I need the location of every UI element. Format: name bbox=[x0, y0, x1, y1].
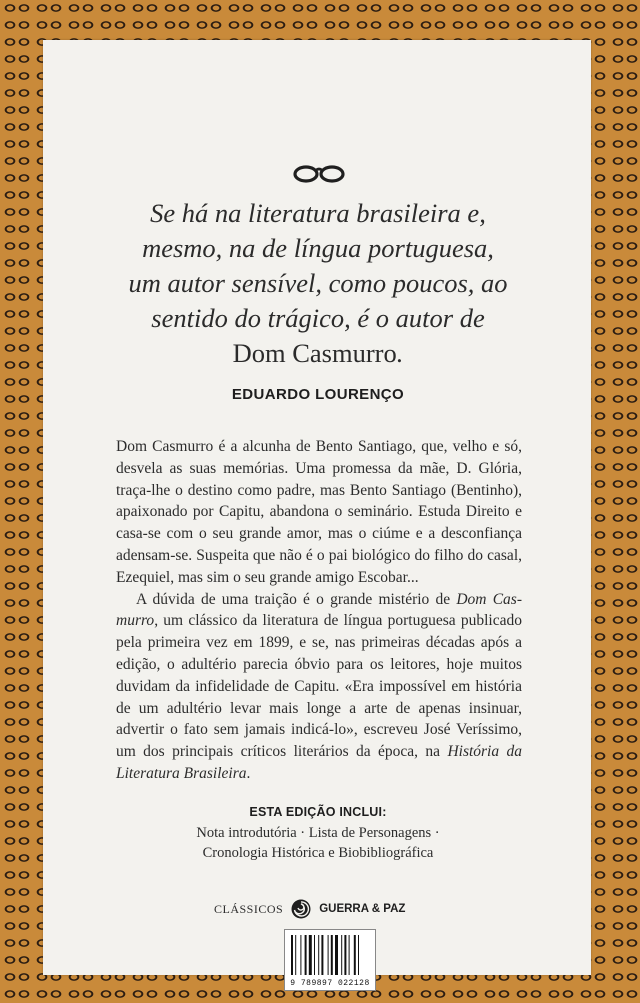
barcode-bar bbox=[349, 935, 350, 975]
synopsis bbox=[116, 436, 522, 785]
collection-name: CLÁSSICOS bbox=[214, 901, 284, 916]
barcode-bar bbox=[318, 935, 319, 975]
barcode-bar bbox=[341, 935, 342, 975]
barcode-bar bbox=[328, 935, 329, 975]
publisher-logo-icon bbox=[291, 899, 311, 919]
barcode bbox=[284, 929, 376, 991]
quote-line: um autor sensível, como poucos, ao bbox=[128, 268, 508, 298]
synopsis-paragraph-1: Dom Casmurro é a alcunha de Bento Santiago, que, velho e só, desvela as suas memórias. Uma promessa da mãe, D. Glória, traça-lhe o destino como padre, mas Bento Santiago (Bentinho), apaixonado por Capitu, abandona o seminário. Estuda Direito e casa-se com o seu grande amor, mas o ciúme e a desconfiança adensam-se. Suspeita que não é o pai biológico do filho do casal, Ezequiel, mas sim o seu grande amigo Escobar... bbox=[116, 438, 522, 586]
quote-line bbox=[60, 336, 576, 371]
barcode-bar bbox=[305, 935, 307, 975]
edition-heading: ESTA EDIÇÃO INCLUI: bbox=[249, 805, 387, 819]
barcode-bar bbox=[295, 935, 296, 975]
quote-punct: . bbox=[396, 338, 404, 368]
barcode-bar bbox=[335, 935, 338, 975]
quote-line: mesmo, na de língua portuguesa, bbox=[142, 233, 494, 263]
barcode-bar bbox=[300, 935, 301, 975]
publisher-name: GUERRA & PAZ bbox=[319, 903, 406, 915]
synopsis-paragraph-2: A dúvida de uma traição é o grande mistério de Dom Casmurro, um clássico da literatura de língua portuguesa publicado pela primeira vez em 1899, e se, nas primeiras décadas após a edição, o adultério parecia óbvio para os leitores, hoje muitos duvidam da infidelidade de Capitu. «Era impossível em história de um adultério levar mais longe a arte de apenas insinuar, advertir o fato sem jamais indicá-lo», escreveu José Veríssimo, um dos principais críticos literários da época, na História da Literatura Brasileira. bbox=[116, 590, 523, 782]
publisher-row bbox=[214, 898, 434, 920]
barcode-bar bbox=[291, 935, 293, 975]
barcode-bar bbox=[331, 935, 333, 975]
edition-contents-line: Nota introdutória · Lista de Personagens · bbox=[196, 825, 440, 841]
barcode-bar bbox=[314, 935, 315, 975]
book-title: Dom Casmurro bbox=[116, 590, 523, 630]
barcode-bar bbox=[344, 935, 346, 975]
barcode-bars bbox=[290, 935, 370, 975]
cited-work-title: História da Literatura Brasileira bbox=[116, 743, 522, 782]
quote-author: EDUARDO LOURENÇO bbox=[231, 386, 405, 403]
quote-line: Se há na literatura brasileira e, bbox=[150, 198, 486, 228]
quote-line: sentido do trágico, é o autor de bbox=[151, 303, 485, 333]
quote-book-title: Dom Casmurro bbox=[232, 338, 397, 368]
edition-contents-line: Cronologia Histórica e Biobibliográfica bbox=[202, 845, 434, 861]
barcode-bar bbox=[358, 935, 359, 975]
epigraph-quote bbox=[60, 196, 576, 371]
barcode-bar bbox=[321, 935, 323, 975]
barcode-bar bbox=[354, 935, 356, 975]
isbn-number: 9 789897 022128 bbox=[290, 979, 370, 988]
glasses-icon bbox=[291, 162, 347, 184]
barcode-bar bbox=[309, 935, 312, 975]
